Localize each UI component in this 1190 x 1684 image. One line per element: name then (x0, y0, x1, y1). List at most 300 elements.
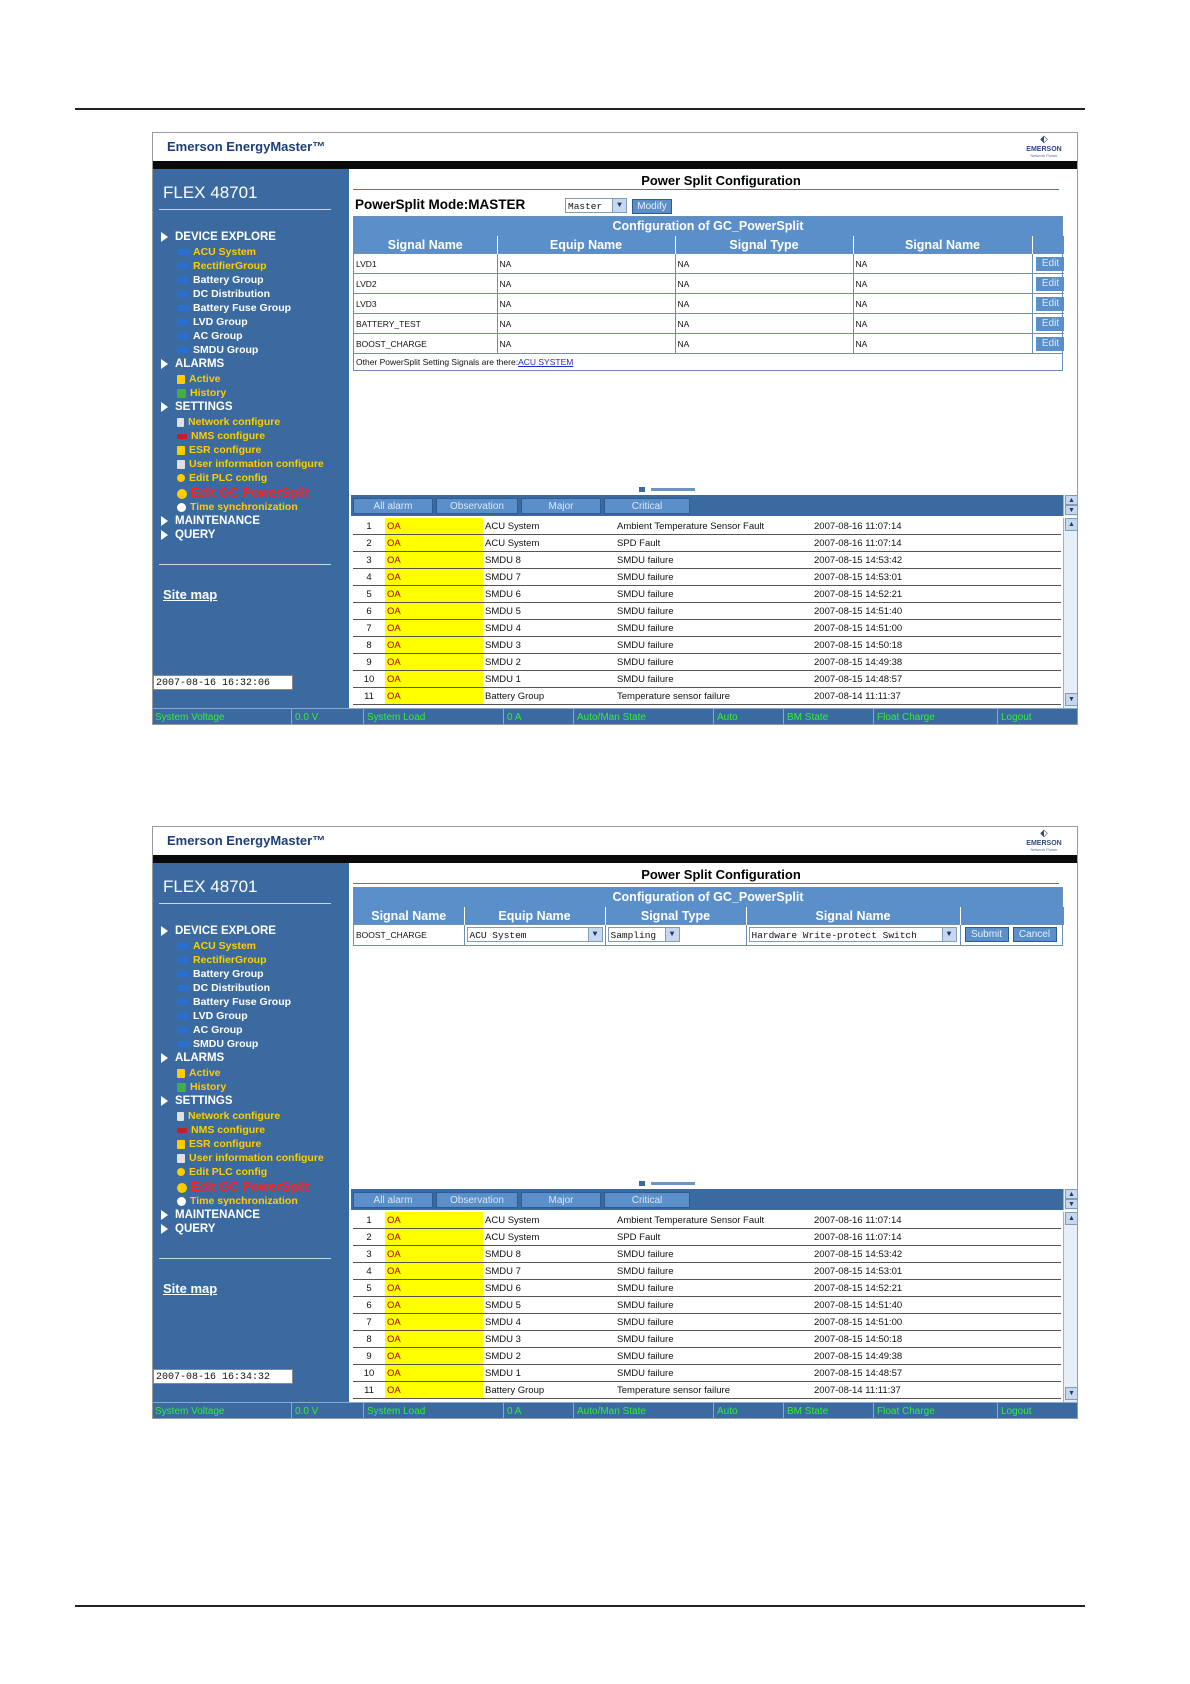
alarm-row[interactable] (353, 654, 1061, 671)
nav-item-edit-plc-config[interactable]: Edit PLC config (177, 472, 267, 484)
emerson-logo-text: EMERSON (1026, 146, 1062, 153)
emerson-logo-subtext: Network Power (1030, 153, 1058, 158)
alarm-index: 7 (353, 1314, 385, 1331)
nav-item-time-synchronization[interactable]: Time synchronization (177, 1195, 298, 1207)
type-cell: NA (675, 334, 853, 354)
alarm-level: OA (385, 1365, 483, 1382)
nav-item-rectifier-group[interactable]: RectifierGroup (177, 954, 267, 966)
type-cell: NA (675, 294, 853, 314)
clock-display: 2007-08-16 16:34:32 (153, 1369, 293, 1384)
alarm-desc: Ambient Temperature Sensor Fault (615, 1212, 812, 1229)
header-divider (153, 161, 1077, 169)
signal-cell: LVD1 (354, 254, 497, 274)
cancel-button[interactable]: Cancel (1013, 927, 1057, 942)
clock-spacer (293, 1369, 349, 1384)
alarm-index: 5 (353, 586, 385, 603)
nms-icon (177, 434, 187, 439)
lightning-icon (177, 446, 185, 455)
alarm-desc: SMDU failure (615, 637, 812, 654)
alarm-desc: Ambient Temperature Sensor Fault (615, 518, 812, 535)
alarm-row[interactable] (353, 620, 1061, 637)
device-icon (177, 291, 189, 297)
alarm-row[interactable] (353, 586, 1061, 603)
alarm-index: 3 (353, 552, 385, 569)
alarm-row[interactable] (353, 1382, 1061, 1399)
nav-item-user-information-configure[interactable]: User information configure (177, 1152, 324, 1164)
alarm-row[interactable] (353, 1314, 1061, 1331)
history-icon (177, 1083, 186, 1092)
alarm-time: 2007-08-16 11:07:14 (812, 1229, 1061, 1246)
bm-state-value: Float Charge (877, 712, 935, 723)
auto-man-state-value: Auto (717, 712, 738, 723)
expand-triangle-icon (161, 402, 168, 412)
alarm-equip: SMDU 3 (483, 637, 615, 654)
nav-item-alarm-history[interactable]: History (177, 387, 226, 399)
alarm-equip: ACU System (483, 1229, 615, 1246)
auto-man-state-label: Auto/Man State (577, 1406, 646, 1417)
alarm-row[interactable] (353, 1331, 1061, 1348)
logout-link[interactable]: Logout (1001, 1406, 1032, 1417)
alarm-desc: SMDU failure (615, 603, 812, 620)
alarm-tabs-scrollbar[interactable] (1063, 1189, 1078, 1210)
signal-cell: BATTERY_TEST (354, 314, 497, 334)
col-signal-name-2: Signal Name (853, 236, 1032, 254)
nav-item-network-configure[interactable]: Network configure (177, 1110, 280, 1122)
alarm-tab-bar (351, 1189, 1078, 1210)
nav-item-alarm-history[interactable]: History (177, 1081, 226, 1093)
nav-item-esr-configure[interactable]: ESR configure (177, 444, 261, 456)
nav-query[interactable]: QUERY (161, 529, 215, 541)
alarm-time: 2007-08-15 14:50:18 (812, 1331, 1061, 1348)
emerson-logo-icon: ⬖ (1040, 828, 1048, 839)
alarm-time: 2007-08-14 11:11:37 (812, 1382, 1061, 1399)
alarm-desc: SMDU failure (615, 1246, 812, 1263)
alarm-row[interactable] (353, 535, 1061, 552)
logout-link[interactable]: Logout (1001, 712, 1032, 723)
nav-item-time-synchronization[interactable]: Time synchronization (177, 501, 298, 513)
alarm-row[interactable] (353, 688, 1061, 705)
brand-title: Emerson EnergyMaster™ (167, 833, 326, 848)
alarm-time: 2007-08-15 14:53:01 (812, 1263, 1061, 1280)
nav-item-acu-system[interactable]: ACU System (177, 940, 256, 952)
nav-device-explore[interactable]: DEVICE EXPLORE (161, 925, 276, 937)
equip-cell: NA (497, 334, 675, 354)
nav-item-smdu-group[interactable]: SMDU Group (177, 1038, 258, 1050)
col-signal-name-2: Signal Name (746, 907, 960, 925)
clock-spacer (293, 675, 349, 690)
app-header (153, 133, 1077, 161)
network-icon (177, 1112, 184, 1121)
alarm-equip: SMDU 8 (483, 552, 615, 569)
nav-item-nms-configure[interactable]: NMS configure (177, 1124, 265, 1136)
nav-item-edit-plc-config[interactable]: Edit PLC config (177, 1166, 267, 1178)
nav-query[interactable]: QUERY (161, 1223, 215, 1235)
expand-triangle-icon (161, 516, 168, 526)
tab-critical[interactable]: Critical (604, 498, 690, 514)
tab-critical[interactable]: Critical (604, 1192, 690, 1208)
sidebar-separator (159, 903, 331, 904)
alarm-level: OA (385, 1297, 483, 1314)
model-name: FLEX 48701 (163, 183, 258, 202)
alarm-equip: SMDU 8 (483, 1246, 615, 1263)
alarm-desc: SMDU failure (615, 1280, 812, 1297)
nav-item-dc-distribution[interactable]: DC Distribution (177, 288, 270, 300)
signal2-cell: NA (853, 314, 1032, 334)
lightning-icon (177, 375, 185, 384)
nav-item-battery-fuse-group[interactable]: Battery Fuse Group (177, 302, 291, 314)
expand-triangle-icon (161, 1096, 168, 1106)
alarm-time: 2007-08-15 14:51:40 (812, 1297, 1061, 1314)
model-name: FLEX 48701 (163, 877, 258, 896)
alarm-index: 8 (353, 637, 385, 654)
lightning-icon (177, 1069, 185, 1078)
alarm-list (353, 1212, 1061, 1399)
alarm-desc: SMDU failure (615, 552, 812, 569)
nav-item-active-alarms[interactable]: Active (177, 373, 221, 385)
alarm-level: OA (385, 688, 483, 705)
edit-button[interactable]: Edit (1036, 297, 1065, 311)
alarm-index: 6 (353, 603, 385, 620)
col-signal-name: Signal Name (354, 236, 497, 254)
brand-title: Emerson EnergyMaster™ (167, 139, 326, 154)
alarm-list-scrollbar[interactable] (1063, 1212, 1078, 1402)
nav-item-active-alarms[interactable]: Active (177, 1067, 221, 1079)
chevron-down-icon: ▼ (665, 928, 679, 941)
emerson-logo-text: EMERSON (1026, 840, 1062, 847)
scroll-down-icon[interactable]: ▼ (1065, 505, 1078, 515)
tab-all-alarm[interactable]: All alarm (353, 498, 433, 514)
app-header (153, 827, 1077, 855)
col-action (960, 907, 1064, 925)
clock-icon (177, 1197, 186, 1206)
alarm-equip: SMDU 6 (483, 586, 615, 603)
emerson-logo (1021, 135, 1067, 159)
edit-button[interactable]: Edit (1036, 277, 1065, 291)
emerson-logo-icon: ⬖ (1040, 134, 1048, 145)
edit-row (354, 925, 1064, 945)
alarm-equip: ACU System (483, 518, 615, 535)
device-icon (177, 263, 189, 269)
pane-resize-handle[interactable] (639, 487, 699, 492)
alarm-level: OA (385, 518, 483, 535)
alarm-desc: SMDU failure (615, 1297, 812, 1314)
powersplit-mode-label: PowerSplit Mode:MASTER (355, 197, 526, 212)
nav-item-nms-configure[interactable]: NMS configure (177, 430, 265, 442)
page-top-rule (75, 108, 1085, 110)
device-icon (177, 985, 189, 991)
alarm-level: OA (385, 1212, 483, 1229)
alarm-time: 2007-08-15 14:48:57 (812, 1365, 1061, 1382)
alarm-time: 2007-08-15 14:49:38 (812, 654, 1061, 671)
system-voltage-value: 0.0 V (295, 712, 319, 723)
col-equip-name: Equip Name (464, 907, 605, 925)
other-signals-note: Other PowerSplit Setting Signals are there:ACU SYSTEM (354, 353, 1062, 370)
alarm-row[interactable] (353, 1263, 1061, 1280)
scroll-up-icon[interactable]: ▲ (1065, 518, 1078, 531)
alarm-row[interactable] (353, 1246, 1061, 1263)
alarm-row[interactable] (353, 569, 1061, 586)
alarm-time: 2007-08-16 11:07:14 (812, 535, 1061, 552)
alarm-row[interactable] (353, 1365, 1061, 1382)
edit-button[interactable]: Edit (1036, 317, 1065, 331)
alarm-row[interactable] (353, 637, 1061, 654)
nav-maintenance[interactable]: MAINTENANCE (161, 515, 260, 527)
alarm-desc: SMDU failure (615, 654, 812, 671)
title-underline (353, 883, 1059, 884)
alarm-desc: Temperature sensor failure (615, 688, 812, 705)
sidebar (153, 169, 349, 709)
nav-item-ac-group[interactable]: AC Group (177, 1024, 243, 1036)
alarm-tab-bar (351, 495, 1078, 516)
alarm-level: OA (385, 535, 483, 552)
tab-all-alarm[interactable]: All alarm (353, 1192, 433, 1208)
alarm-level: OA (385, 1263, 483, 1280)
sidebar-separator (159, 1258, 331, 1259)
scroll-up-icon[interactable]: ▲ (1065, 1212, 1078, 1225)
alarm-row[interactable] (353, 603, 1061, 620)
alarm-level: OA (385, 603, 483, 620)
alarm-equip: SMDU 1 (483, 1365, 615, 1382)
alarm-row[interactable] (353, 552, 1061, 569)
alarm-index: 1 (353, 1212, 385, 1229)
status-bar (153, 1402, 1077, 1419)
system-voltage-label: System Voltage (155, 1406, 225, 1417)
alarm-row[interactable] (353, 1229, 1061, 1246)
alarm-desc: SMDU failure (615, 1331, 812, 1348)
nav-settings[interactable]: SETTINGS (161, 1095, 233, 1107)
alarm-level: OA (385, 569, 483, 586)
nav-item-user-information-configure[interactable]: User information configure (177, 458, 324, 470)
alarm-level: OA (385, 1331, 483, 1348)
config-title: Configuration of GC_PowerSplit (354, 217, 1062, 236)
nav-item-esr-configure[interactable]: ESR configure (177, 1138, 261, 1150)
lightning-icon (177, 1140, 185, 1149)
nms-icon (177, 1128, 187, 1133)
nav-maintenance[interactable]: MAINTENANCE (161, 1209, 260, 1221)
emerson-logo (1021, 829, 1067, 853)
nav-item-smdu-group[interactable]: SMDU Group (177, 344, 258, 356)
alarm-row[interactable] (353, 671, 1061, 688)
expand-triangle-icon (161, 1053, 168, 1063)
nav-item-lvd-group[interactable]: LVD Group (177, 1010, 248, 1022)
equip-select[interactable]: ACU System ▼ (467, 927, 603, 942)
alarm-equip: ACU System (483, 1212, 615, 1229)
nav-item-lvd-group[interactable]: LVD Group (177, 316, 248, 328)
nav-item-dc-distribution[interactable]: DC Distribution (177, 982, 270, 994)
alarm-time: 2007-08-15 14:52:21 (812, 1280, 1061, 1297)
alarm-equip: SMDU 3 (483, 1331, 615, 1348)
alarm-desc: SMDU failure (615, 586, 812, 603)
alarm-desc: Temperature sensor failure (615, 1382, 812, 1399)
page-title: Power Split Configuration (641, 867, 801, 882)
history-icon (177, 389, 186, 398)
site-map-link[interactable]: Site map (163, 587, 218, 602)
alarm-index: 7 (353, 620, 385, 637)
alarm-equip: SMDU 4 (483, 1314, 615, 1331)
expand-triangle-icon (161, 530, 168, 540)
bm-state-label: BM State (787, 712, 829, 723)
tab-observation[interactable]: Observation (436, 498, 518, 514)
alarm-equip: SMDU 5 (483, 603, 615, 620)
alarm-equip: ACU System (483, 535, 615, 552)
alarm-index: 11 (353, 688, 385, 705)
alarm-list (353, 518, 1061, 705)
status-bar (153, 708, 1077, 725)
modify-button[interactable]: Modify (632, 199, 672, 214)
signal-cell: BOOST_CHARGE (354, 925, 464, 945)
config-edit-table (353, 887, 1063, 946)
nav-item-network-configure[interactable]: Network configure (177, 416, 280, 428)
alarm-time: 2007-08-15 14:51:00 (812, 1314, 1061, 1331)
alarm-time: 2007-08-15 14:48:57 (812, 671, 1061, 688)
device-icon (177, 943, 189, 949)
scroll-down-icon[interactable]: ▼ (1065, 693, 1078, 706)
clock-display: 2007-08-16 16:32:06 (153, 675, 293, 690)
alarm-desc: SPD Fault (615, 1229, 812, 1246)
alarm-equip: SMDU 4 (483, 620, 615, 637)
alarm-desc: SPD Fault (615, 535, 812, 552)
alarm-time: 2007-08-15 14:53:42 (812, 1246, 1061, 1263)
system-voltage-label: System Voltage (155, 712, 225, 723)
device-icon (177, 277, 189, 283)
signal-type-select[interactable]: Sampling ▼ (608, 927, 680, 942)
sidebar-separator (159, 209, 331, 210)
alarm-time: 2007-08-14 11:11:37 (812, 688, 1061, 705)
alarm-row[interactable] (353, 518, 1061, 535)
alarm-equip: SMDU 7 (483, 569, 615, 586)
pane-resize-handle[interactable] (639, 1181, 699, 1186)
edit-button[interactable]: Edit (1036, 337, 1065, 351)
scroll-down-icon[interactable]: ▼ (1065, 1199, 1078, 1209)
nav-item-ac-group[interactable]: AC Group (177, 330, 243, 342)
config-title: Configuration of GC_PowerSplit (354, 888, 1062, 907)
nav-settings[interactable]: SETTINGS (161, 401, 233, 413)
config-edit-grid (354, 907, 1065, 945)
alarm-time: 2007-08-15 14:49:38 (812, 1348, 1061, 1365)
alarm-desc: SMDU failure (615, 1348, 812, 1365)
alarm-index: 10 (353, 1365, 385, 1382)
device-icon (177, 971, 189, 977)
signal2-cell: NA (853, 334, 1032, 354)
config-table (353, 216, 1063, 371)
tab-observation[interactable]: Observation (436, 1192, 518, 1208)
signal-name-select[interactable]: Hardware Write-protect Switch ▼ (749, 927, 957, 942)
type-cell: NA (675, 274, 853, 294)
signal2-cell: NA (853, 294, 1032, 314)
tab-major[interactable]: Major (521, 1192, 601, 1208)
nav-alarms[interactable]: ALARMS (161, 1052, 224, 1064)
alarm-time: 2007-08-15 14:51:40 (812, 603, 1061, 620)
alarm-time: 2007-08-15 14:51:00 (812, 620, 1061, 637)
nav-item-edit-gc-powersplit[interactable]: Edit GC PowerSplit (177, 1179, 309, 1194)
alarm-level: OA (385, 671, 483, 688)
clock-icon (177, 503, 186, 512)
tab-major[interactable]: Major (521, 498, 601, 514)
acu-system-link[interactable]: ACU SYSTEM (518, 357, 574, 367)
nav-item-edit-gc-powersplit[interactable]: Edit GC PowerSplit (177, 485, 309, 500)
page-title: Power Split Configuration (641, 173, 801, 188)
nav-item-battery-group[interactable]: Battery Group (177, 968, 264, 980)
alarm-equip: SMDU 7 (483, 1263, 615, 1280)
user-icon (177, 460, 185, 469)
nav-item-rectifier-group[interactable]: RectifierGroup (177, 260, 267, 272)
alarm-index: 5 (353, 1280, 385, 1297)
alarm-index: 1 (353, 518, 385, 535)
gear-icon (177, 474, 185, 482)
alarm-level: OA (385, 1314, 483, 1331)
equip-cell: NA (497, 314, 675, 334)
site-map-link[interactable]: Site map (163, 1281, 218, 1296)
nav-item-battery-fuse-group[interactable]: Battery Fuse Group (177, 996, 291, 1008)
edit-button[interactable]: Edit (1036, 257, 1065, 271)
alarm-time: 2007-08-15 14:52:21 (812, 586, 1061, 603)
alarm-row[interactable] (353, 1280, 1061, 1297)
alarm-row[interactable] (353, 1348, 1061, 1365)
signal-cell: LVD3 (354, 294, 497, 314)
expand-triangle-icon (161, 926, 168, 936)
alarm-tabs-scrollbar[interactable] (1063, 495, 1078, 516)
expand-triangle-icon (161, 1224, 168, 1234)
alarm-equip: Battery Group (483, 1382, 615, 1399)
scroll-up-icon[interactable]: ▲ (1065, 495, 1078, 505)
system-load-label: System Load (367, 1406, 426, 1417)
chevron-down-icon: ▼ (588, 928, 602, 941)
scroll-down-icon[interactable]: ▼ (1065, 1387, 1078, 1400)
alarm-index: 10 (353, 671, 385, 688)
alarm-level: OA (385, 1246, 483, 1263)
equip-cell: NA (497, 294, 675, 314)
device-icon (177, 1027, 189, 1033)
network-icon (177, 418, 184, 427)
alarm-desc: SMDU failure (615, 1263, 812, 1280)
table-row (354, 254, 1064, 274)
nav-item-battery-group[interactable]: Battery Group (177, 274, 264, 286)
signal2-cell: NA (853, 274, 1032, 294)
system-load-label: System Load (367, 712, 426, 723)
signal2-cell: NA (853, 254, 1032, 274)
bm-state-value: Float Charge (877, 1406, 935, 1417)
title-underline (353, 189, 1059, 190)
device-icon (177, 333, 189, 339)
nav-device-explore[interactable]: DEVICE EXPLORE (161, 231, 276, 243)
nav-alarms[interactable]: ALARMS (161, 358, 224, 370)
system-load-value: 0 A (507, 712, 522, 723)
gear-icon (177, 489, 187, 499)
alarm-equip: SMDU 2 (483, 1348, 615, 1365)
alarm-index: 2 (353, 1229, 385, 1246)
alarm-index: 4 (353, 1263, 385, 1280)
device-icon (177, 1013, 189, 1019)
alarm-list-scrollbar[interactable] (1063, 518, 1078, 708)
chevron-down-icon: ▼ (942, 928, 956, 941)
nav-item-acu-system[interactable]: ACU System (177, 246, 256, 258)
alarm-row[interactable] (353, 1297, 1061, 1314)
chevron-down-icon: ▼ (612, 199, 626, 212)
sidebar-separator (159, 564, 331, 565)
alarm-level: OA (385, 586, 483, 603)
alarm-index: 6 (353, 1297, 385, 1314)
type-cell: NA (675, 314, 853, 334)
alarm-equip: SMDU 1 (483, 671, 615, 688)
alarm-row[interactable] (353, 1212, 1061, 1229)
bm-state-label: BM State (787, 1406, 829, 1417)
submit-button[interactable]: Submit (965, 927, 1009, 942)
mode-select[interactable]: Master ▼ (565, 198, 627, 213)
scroll-up-icon[interactable]: ▲ (1065, 1189, 1078, 1199)
col-signal-name: Signal Name (354, 907, 464, 925)
config-grid (354, 236, 1065, 353)
alarm-level: OA (385, 637, 483, 654)
